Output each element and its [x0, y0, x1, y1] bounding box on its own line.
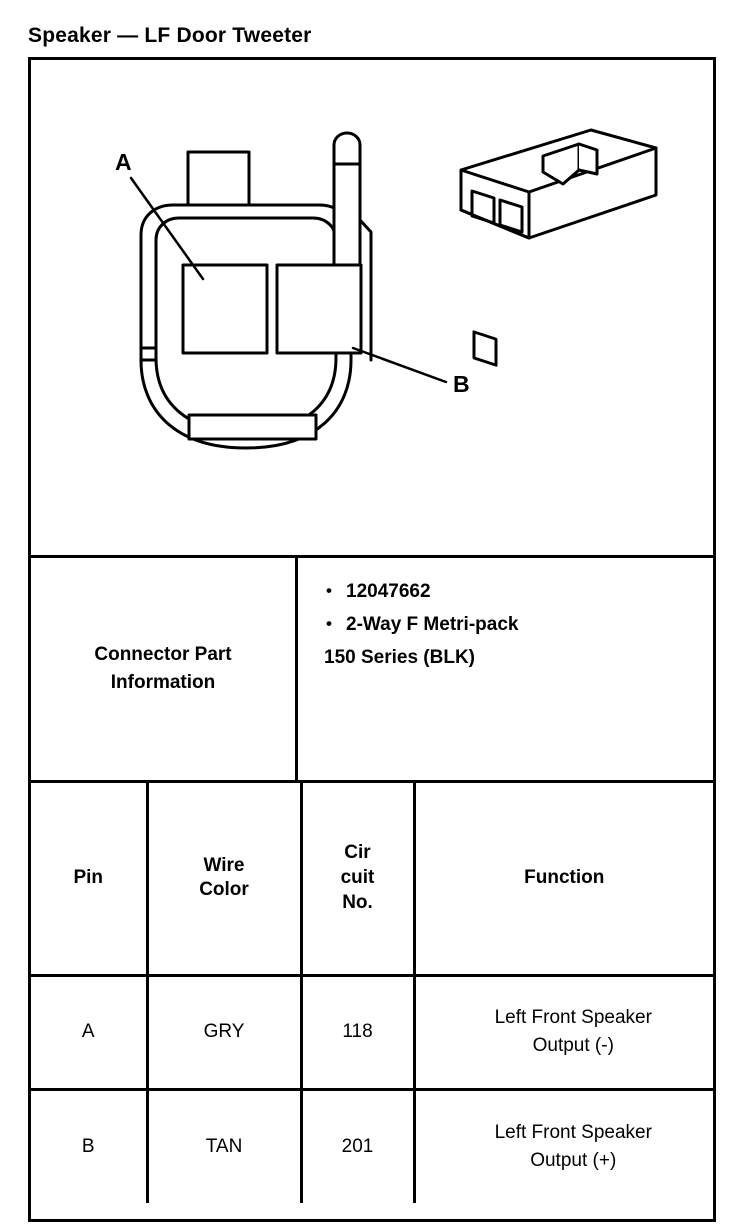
header-circuit-line2: cuit	[340, 866, 375, 888]
cell-function-line2: Output (-)	[532, 1035, 614, 1056]
connector-illustration	[31, 60, 713, 558]
cpi-label-line1: Connector Part	[94, 644, 232, 666]
cell-pin: A	[31, 975, 147, 1089]
callout-label-b: B	[453, 371, 470, 397]
cell-circuit-no: 118	[301, 975, 414, 1089]
page-title: Speaker — LF Door Tweeter	[28, 24, 312, 47]
table-row	[31, 1089, 713, 1203]
header-circuit-line3: No.	[342, 891, 373, 913]
header-wire-color-line1: Wire	[203, 854, 245, 876]
connector-part-information-row	[31, 558, 713, 783]
header-wire-color	[147, 783, 301, 975]
cell-wire-color: TAN	[147, 1089, 301, 1203]
cell-function-line1: Left Front Speaker	[494, 1122, 652, 1144]
header-pin: Pin	[31, 783, 147, 975]
cpi-series-text: 150 Series (BLK)	[324, 646, 476, 668]
header-function: Function	[414, 783, 713, 975]
cpi-label-line2: Information	[110, 672, 216, 693]
cell-function	[414, 975, 713, 1089]
cell-function-line2: Output (+)	[530, 1149, 617, 1171]
cpi-bullet-item: • 2-Way F Metri-pack	[346, 613, 713, 637]
header-wire-color-line2: Color	[199, 879, 249, 901]
cell-pin: B	[31, 1089, 147, 1203]
cell-function	[414, 1089, 713, 1203]
connector-part-information-value	[298, 558, 713, 780]
cell-function-line1: Left Front Speaker	[494, 1007, 652, 1029]
callout-label-a: A	[115, 149, 132, 175]
header-circuit-line1: Cir	[344, 842, 371, 864]
header-circuit-no	[301, 783, 414, 975]
cell-circuit-no: 201	[301, 1089, 414, 1203]
connector-drawing	[31, 60, 713, 558]
connector-part-information-label	[31, 558, 298, 780]
content-frame	[28, 57, 716, 1222]
pin-table	[31, 783, 713, 1203]
cell-wire-color: GRY	[147, 975, 301, 1089]
table-row	[31, 975, 713, 1089]
table-header-row	[31, 783, 713, 975]
cpi-bullet-item: • 12047662	[346, 580, 713, 604]
cpi-bullet-list	[324, 580, 713, 637]
